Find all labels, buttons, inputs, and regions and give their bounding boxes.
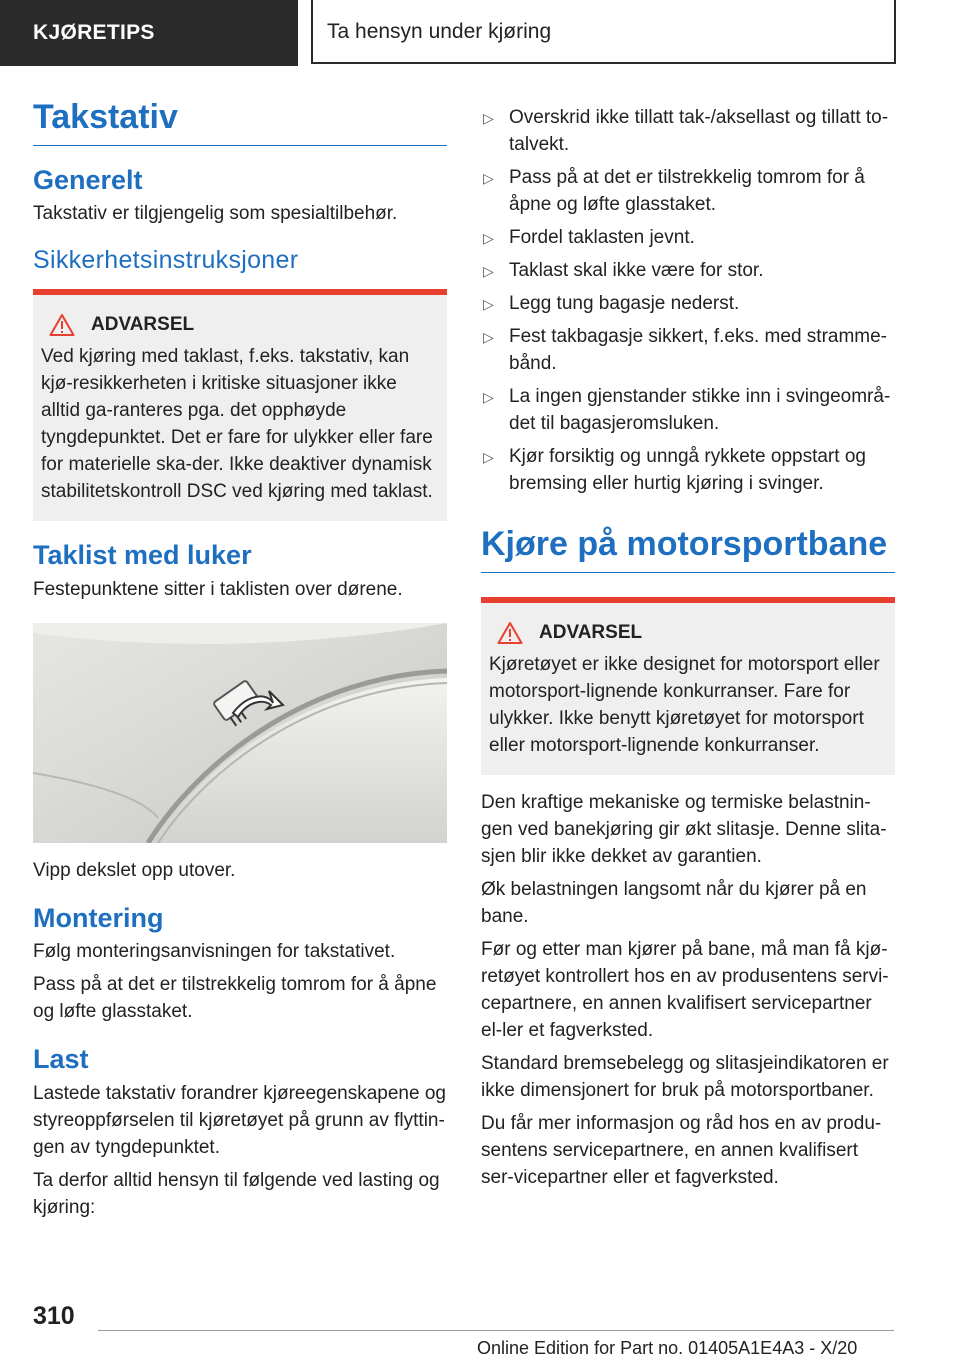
motorsport-p2: Øk belastningen langsomt når du kjører på en bane. — [481, 879, 867, 928]
list-item-text: Fest takbagasje sikkert, f.eks. med stramme-bånd. — [509, 326, 888, 374]
triangle-bullet-icon: ▷ — [483, 449, 494, 465]
list-item — [481, 290, 895, 317]
triangle-bullet-icon: ▷ — [483, 296, 494, 312]
list-item — [481, 323, 895, 377]
warning-box-roofload — [33, 289, 447, 521]
warning-triangle-icon — [49, 313, 75, 337]
list-item — [481, 104, 895, 158]
list-item-text: La ingen gjenstander stikke inn i svingeområ-det til bagasjeromsluken. — [509, 386, 891, 434]
motorsport-p1: Den kraftige mekaniske og termiske belastnin-gen ved banekjøring gir økt slitasje. Denne slita-sjen blir ikke dekket av garantien. — [481, 792, 887, 868]
load-bullet-list — [481, 104, 895, 497]
left-column — [33, 98, 447, 1227]
warning-text: Ved kjøring med taklast, f.eks. takstativ, kan kjø-resikkerheten i kritiske situasjoner ikke alltid ga-ranteres pga. det opphøyde tyngdepunktet. Det er fare for ulykker eller fare for materielle ska-der. Ikke deaktiver dynamisk stabilitetskontroll DSC ved kjøring med taklast. — [41, 346, 433, 503]
heading-taklist: Taklist med luker — [33, 540, 252, 571]
warning-box-motorsport — [481, 597, 895, 775]
triangle-bullet-icon: ▷ — [483, 389, 494, 405]
warning-label: ADVARSEL — [539, 622, 643, 644]
montering-p2: Pass på at det er tilstrekkelig tomrom for å åpne og løfte glasstaket. — [33, 974, 437, 1023]
motorsport-p3: Før og etter man kjører på bane, må man få kjø-retøyet kontrollert hos en av produsentens servi-cepartnere, en annen kvalifisert servicepartner el-ler et fagverksted. — [481, 939, 889, 1042]
footer-divider — [98, 1330, 894, 1331]
warning-label: ADVARSEL — [91, 314, 195, 336]
triangle-bullet-icon: ▷ — [483, 170, 494, 186]
page-header — [0, 0, 960, 66]
list-item-text: Pass på at det er tilstrekkelig tomrom for å åpne og løfte glasstaket. — [509, 167, 865, 215]
heading-generelt: Generelt — [33, 165, 143, 196]
heading-montering: Montering — [33, 902, 164, 933]
page-number: 310 — [33, 1302, 75, 1330]
motorsport-p4: Standard bremsebelegg og slitasjeindikatoren er ikke dimensjonert for bruk på motorsportbaner. — [481, 1053, 889, 1102]
edition-note: Online Edition for Part no. 01405A1E4A3 - X/20 — [477, 1338, 858, 1358]
list-item-text: Kjør forsiktig og unngå rykkete oppstart og bremsing eller hurtig kjøring i svinger. — [509, 446, 866, 494]
taklist-caption: Vipp dekslet opp utover. — [33, 859, 236, 881]
list-item-text: Taklast skal ikke være for stor. — [509, 260, 764, 281]
page-title: Takstativ — [33, 98, 447, 146]
motorsport-body — [481, 789, 895, 1191]
right-column — [481, 104, 895, 1197]
list-item-text: Legg tung bagasje nederst. — [509, 293, 740, 314]
chapter-title: Ta hensyn under kjøring — [311, 0, 896, 64]
section-tab: KJØRETIPS — [0, 0, 298, 66]
list-item — [481, 443, 895, 497]
roof-rail-photo — [33, 623, 447, 843]
heading-last: Last — [33, 1044, 89, 1075]
taklist-text: Festepunktene sitter i taklisten over dørene. — [33, 578, 403, 600]
warning-text: Kjøretøyet er ikke designet for motorsport eller motorsport-lignende konkurranser. Fare for ulykker. Ikke benytt kjøretøyet for motorsport eller motorsport-lignende konkurranser. — [489, 654, 880, 757]
montering-p1: Følg monteringsanvisningen for takstativet. — [33, 941, 396, 963]
triangle-bullet-icon: ▷ — [483, 263, 494, 279]
triangle-bullet-icon: ▷ — [483, 230, 494, 246]
warning-triangle-icon — [497, 621, 523, 645]
list-item-text: Fordel taklasten jevnt. — [509, 227, 695, 248]
list-item-text: Overskrid ikke tillatt tak-/aksellast og tillatt to-talvekt. — [509, 107, 889, 155]
last-p2: Ta derfor alltid hensyn til følgende ved lasting og kjøring: — [33, 1169, 440, 1218]
motorsport-p5: Du får mer informasjon og råd hos en av produ-sentens servicepartnere, en annen kvalifisert ser-vicepartner eller et fagverksted. — [481, 1113, 882, 1189]
list-item — [481, 383, 895, 437]
last-p1: Lastede takstativ forandrer kjøreegenskapene og styreoppførselen til kjøretøyet på grunn av flyttin-gen av tyngdepunktet. — [33, 1082, 446, 1158]
triangle-bullet-icon: ▷ — [483, 110, 494, 126]
generelt-text: Takstativ er tilgjengelig som spesialtilbehør. — [33, 203, 398, 225]
section-title-motorsport: Kjøre på motorsportbane — [481, 525, 895, 573]
list-item — [481, 164, 895, 218]
triangle-bullet-icon: ▷ — [483, 329, 494, 345]
list-item — [481, 224, 895, 251]
heading-sikkerhet: Sikkerhetsinstruksjoner — [33, 246, 299, 275]
list-item — [481, 257, 895, 284]
